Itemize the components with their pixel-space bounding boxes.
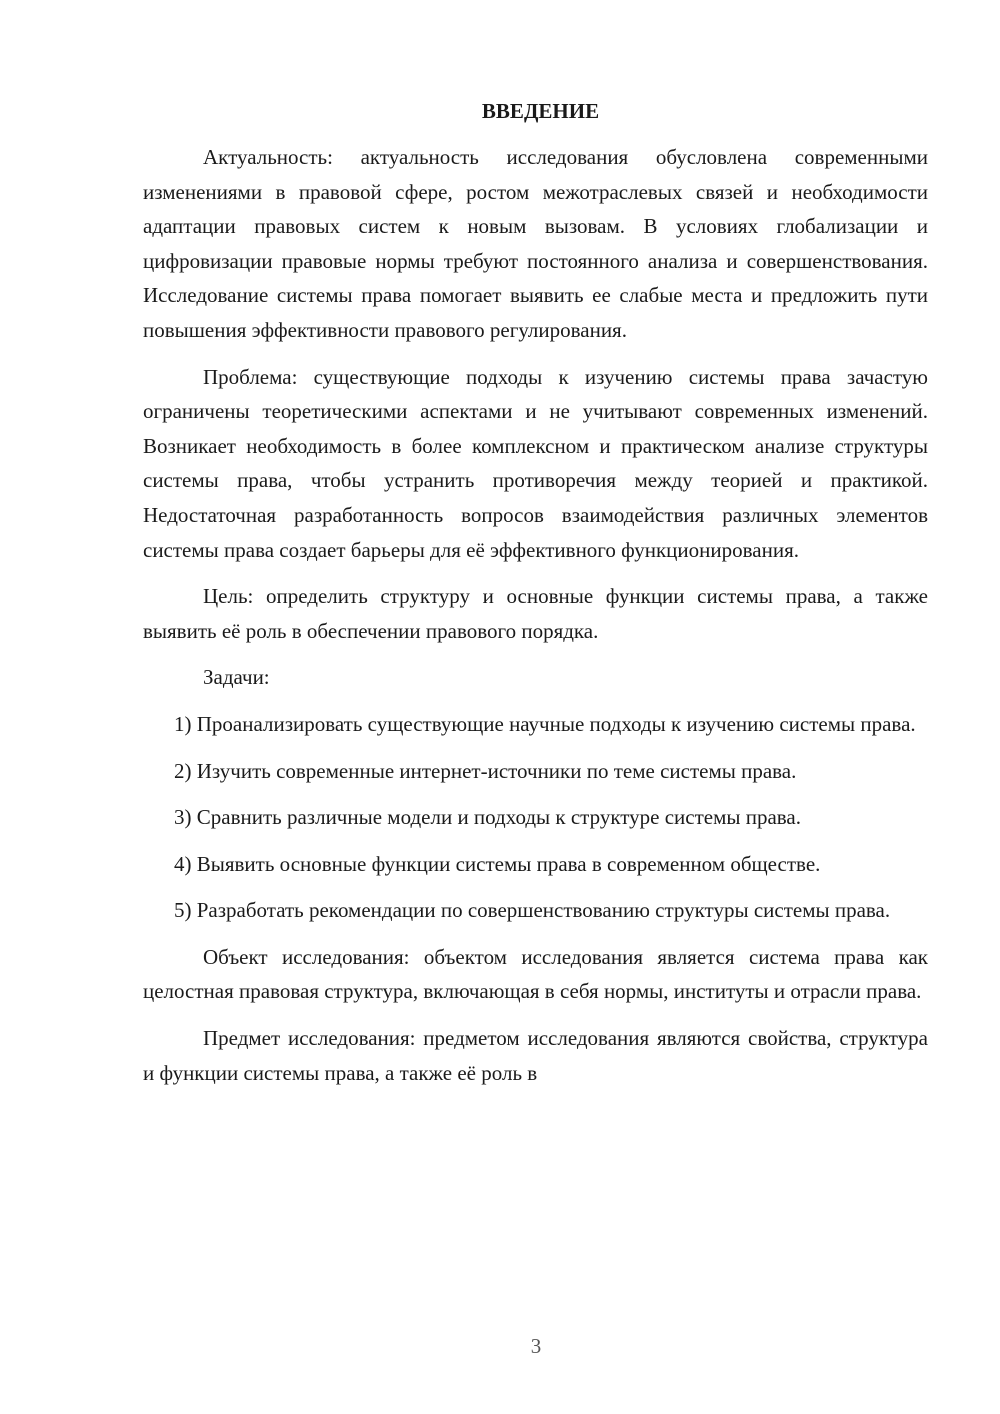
task-item-1: 1) Проанализировать существующие научные подходы к изучению системы права.	[174, 711, 916, 736]
section-title: ВВЕДЕНИЕ	[481, 99, 600, 123]
page-content	[143, 94, 928, 1102]
task-item-4: 4) Выявить основные функции системы права в современном обществе.	[174, 851, 821, 876]
relevance-paragraph: Актуальность: актуальность исследования обусловлена современными изменениями в правовой сфере, ростом межотраслевых связей и необходимости адаптации правовых систем к новым вызовам. В условиях глобализации и цифровизации правовые нормы требуют постоянного анализа и совершенствования. Исследование системы права помогает выявить ее слабые места и предложить пути повышения эффективности правового регулирования.	[143, 145, 928, 342]
tasks-heading: Задачи:	[203, 665, 270, 690]
subject-paragraph: Предмет исследования: предметом исследования являются свойства, структура и функции системы права, а также её роль в	[143, 1026, 928, 1085]
goal-paragraph: Цель: определить структуру и основные функции системы права, а также выявить её роль в обеспечении правового порядка.	[143, 584, 928, 643]
task-item-2: 2) Изучить современные интернет-источники по теме системы права.	[174, 758, 797, 783]
page-number: 3	[530, 1334, 542, 1358]
problem-paragraph: Проблема: существующие подходы к изучению системы права зачастую ограничены теоретическими аспектами и не учитывают современных изменений. Возникает необходимость в более комплексном и практическом анализе структуры системы права, чтобы устранить противоречия между теорией и практикой. Недостаточная разработанность вопросов взаимодействия различных элементов системы права создает барьеры для её эффективного функционирования.	[143, 364, 928, 562]
task-item-5: 5) Разработать рекомендации по совершенствованию структуры системы права.	[174, 898, 891, 923]
task-item-3: 3) Сравнить различные модели и подходы к структуре системы права.	[174, 805, 802, 830]
object-paragraph: Объект исследования: объектом исследования является система права как целостная правовая структура, включающая в себя нормы, институты и отрасли права.	[143, 944, 928, 1004]
